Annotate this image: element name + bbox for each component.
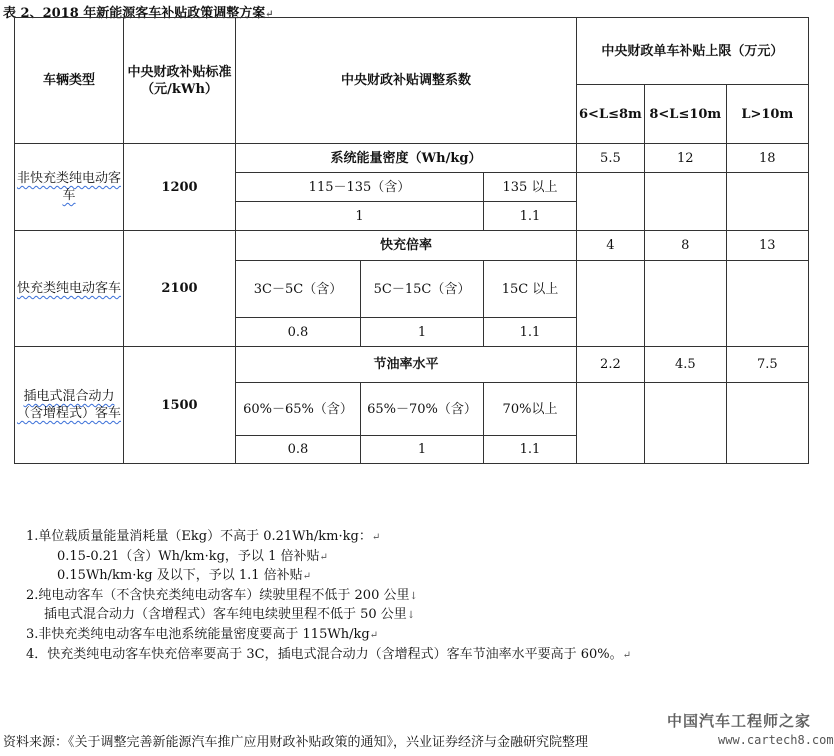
watermark-logo: 中国汽车工程师之家 <box>667 712 812 730</box>
header-coefficient: 中央财政补贴调整系数 <box>236 18 577 144</box>
empty-cell <box>577 173 645 231</box>
empty-cell <box>644 383 726 464</box>
header-length-2: 8<L≤10m <box>644 85 726 144</box>
standard-cell: 1500 <box>124 347 236 464</box>
range-cell: 60%－65%（含） <box>236 383 361 436</box>
standard-cell: 2100 <box>124 231 236 347</box>
coef-cell: 1 <box>361 436 484 464</box>
coef-cell: 0.8 <box>236 436 361 464</box>
note-line: 2.纯电动客车（不含快充类纯电动客车）续驶里程不低于 200 公里↓ <box>26 587 418 603</box>
note-line: 1.单位载质量能量消耗量（Ekg）不高于 0.21Wh/km·kg：↵ <box>26 529 381 544</box>
header-cap: 中央财政单车补贴上限（万元） <box>577 18 809 85</box>
empty-cell <box>644 261 726 347</box>
range-cell: 65%－70%（含） <box>361 383 484 436</box>
empty-cell <box>726 383 808 464</box>
empty-cell <box>726 173 808 231</box>
empty-cell <box>577 383 645 464</box>
note-line: 插电式混合动力（含增程式）客车纯电续驶里程不低于 50 公里↓ <box>44 607 416 623</box>
note-line: 4．快充类纯电动客车快充倍率要高于 3C，插电式混合动力（含增程式）客车节油率水平要高于 60%。↵ <box>26 646 632 662</box>
header-vehicle-type: 车辆类型 <box>15 18 124 144</box>
cap-cell: 13 <box>726 231 808 261</box>
metric-cell: 节油率水平 <box>236 347 577 383</box>
cap-cell: 7.5 <box>726 347 808 383</box>
coef-cell: 1.1 <box>484 202 577 231</box>
watermark-url: www.cartech8.com <box>718 733 834 747</box>
range-cell: 15C 以上 <box>484 261 577 318</box>
coef-cell: 1.1 <box>484 436 577 464</box>
cap-cell: 4.5 <box>644 347 726 383</box>
range-cell: 3C－5C（含） <box>236 261 361 318</box>
header-standard: 中央财政补贴标准（元/kWh） <box>124 18 236 144</box>
cap-cell: 2.2 <box>577 347 645 383</box>
empty-cell <box>726 261 808 347</box>
coef-cell: 1 <box>361 318 484 347</box>
metric-cell: 快充倍率 <box>236 231 577 261</box>
vehicle-type-cell: 快充类纯电动客车 <box>15 231 124 347</box>
note-line: 3.非快充类纯电动客车电池系统能量密度要高于 115Wh/kg↵ <box>26 626 379 642</box>
empty-cell <box>644 173 726 231</box>
header-length-1: 6<L≤8m <box>577 85 645 144</box>
standard-cell: 1200 <box>124 144 236 231</box>
table-title: 表 2、2018 年新能源客车补贴政策调整方案↵ <box>3 6 274 21</box>
cap-cell: 18 <box>726 144 808 173</box>
range-cell: 5C－15C（含） <box>361 261 484 318</box>
cap-cell: 5.5 <box>577 144 645 173</box>
coef-cell: 0.8 <box>236 318 361 347</box>
vehicle-type-cell: 插电式混合动力（含增程式）客车 <box>15 347 124 464</box>
coef-cell: 1 <box>236 202 484 231</box>
note-line: 0.15-0.21（含）Wh/km·kg，予以 1 倍补贴↵ <box>57 548 328 564</box>
range-cell: 135 以上 <box>484 173 577 202</box>
cap-cell: 12 <box>644 144 726 173</box>
header-length-3: L>10m <box>726 85 808 144</box>
subsidy-table <box>14 17 809 464</box>
cap-cell: 4 <box>577 231 645 261</box>
notes <box>26 528 631 665</box>
empty-cell <box>577 261 645 347</box>
source-line: 资料来源：《关于调整完善新能源汽车推广应用财政补贴政策的通知》，兴业证券经济与金融研究院整理 <box>3 735 589 750</box>
cap-cell: 8 <box>644 231 726 261</box>
range-cell: 115－135（含） <box>236 173 484 202</box>
coef-cell: 1.1 <box>484 318 577 347</box>
note-line: 0.15Wh/km·kg 及以下，予以 1.1 倍补贴↵ <box>57 568 312 584</box>
range-cell: 70%以上 <box>484 383 577 436</box>
metric-cell: 系统能量密度（Wh/kg） <box>236 144 577 173</box>
vehicle-type-cell: 非快充类纯电动客车 <box>15 144 124 231</box>
